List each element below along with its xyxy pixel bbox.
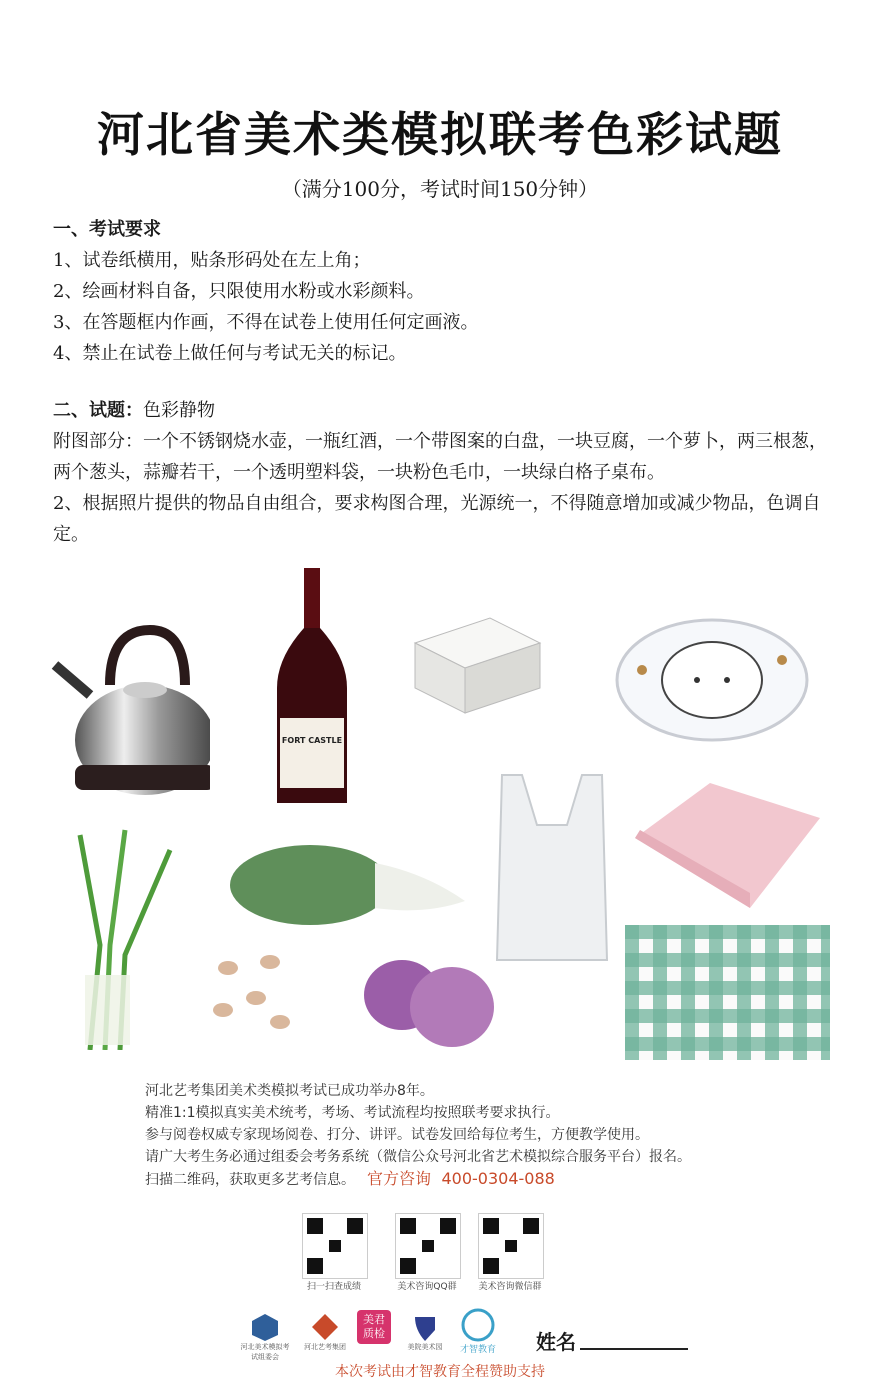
requirements-heading: 一、考试要求 <box>53 219 161 240</box>
footer-line: 请广大考生务必通过组委会考务系统（微信公众号河北省艺术模拟综合服务平台）报名。 <box>145 1149 691 1165</box>
sponsor-note: 本次考试由才智教育全程赞助支持 <box>335 1364 545 1380</box>
task-instruction: 2、根据照片提供的物品自由组合，要求构图合理，光源统一，不得随意增加或减少物品，色调自定。 <box>53 493 821 545</box>
requirement-item: 1、试卷纸横用，贴条形码处在左上角； <box>53 250 371 271</box>
logo-meiyuan <box>400 1312 450 1352</box>
task-section <box>53 395 843 550</box>
logo-caizhi <box>455 1308 501 1355</box>
page-title: 河北省美术类模拟联考色彩试题 <box>97 108 783 163</box>
logo-caption: 河北美术模拟考试组委会 <box>240 1343 290 1361</box>
tofu-image <box>410 608 545 718</box>
logo-caption: 河北艺考集团 <box>304 1343 346 1351</box>
logo-caption: 美院美术园 <box>407 1343 443 1351</box>
task-topic: 色彩静物 <box>143 400 215 421</box>
footer-line: 精准1:1模拟真实美术统考，考场、考试流程均按照联考要求执行。 <box>145 1105 560 1121</box>
qr-caption: 美术咨询QQ群 <box>397 1282 457 1292</box>
requirement-item: 4、禁止在试卷上做任何与考试无关的标记。 <box>53 343 407 364</box>
qr-wechat-group[interactable] <box>478 1213 565 1292</box>
name-field[interactable] <box>580 1348 688 1350</box>
plastic-bag-image <box>492 770 612 970</box>
checkered-cloth-image <box>625 925 830 1060</box>
radish-image <box>225 843 470 928</box>
footer-line: 河北艺考集团美术类模拟考试已成功举办8年。 <box>145 1083 434 1099</box>
scallion-image <box>70 825 180 1050</box>
garlic-image <box>208 950 298 1035</box>
logo-committee <box>240 1312 290 1362</box>
hotline-label: 官方咨询 <box>367 1169 432 1188</box>
logo-meijun: 美君 质检 <box>357 1310 391 1344</box>
task-heading: 二、试题： <box>53 400 143 421</box>
towel-image <box>630 778 825 913</box>
requirement-item: 2、绘画材料自备，只限使用水粉或水彩颜料。 <box>53 281 425 302</box>
task-description: 附图部分：一个不锈钢烧水壶，一瓶红酒，一个带图案的白盘，一块豆腐，一个萝卜，两三根葱，两个葱头，蒜瓣若干，一个透明塑料袋，一块粉色毛巾，一块绿白格子桌布。 <box>53 431 827 483</box>
kettle-image <box>50 625 210 800</box>
qr-caption: 扫一扫查成绩 <box>306 1282 361 1292</box>
requirements-section <box>53 214 853 369</box>
requirement-item: 3、在答题框内作画，不得在试卷上使用任何定画液。 <box>53 312 479 333</box>
page-subtitle: （满分100分，考试时间150分钟） <box>281 177 599 201</box>
onion-image <box>362 955 497 1050</box>
logo-art-group <box>300 1312 350 1352</box>
logo-caption: 才智教育 <box>459 1345 496 1355</box>
wine-bottle-image <box>272 568 352 808</box>
footer-info <box>145 1080 785 1191</box>
footer-line: 扫描二维码，获取更多艺考信息。 官方咨询 400-0304-088 <box>145 1169 555 1188</box>
footer-line: 参与阅卷权威专家现场阅卷、打分、讲评。试卷发回给每位考生，方便教学使用。 <box>145 1127 649 1143</box>
name-label: 姓名 <box>536 1330 576 1354</box>
plate-image <box>612 615 812 745</box>
wine-label: FORT CASTLE <box>281 736 343 745</box>
hotline-number: 400-0304-088 <box>441 1169 555 1188</box>
qr-caption: 美术咨询微信群 <box>478 1282 542 1292</box>
